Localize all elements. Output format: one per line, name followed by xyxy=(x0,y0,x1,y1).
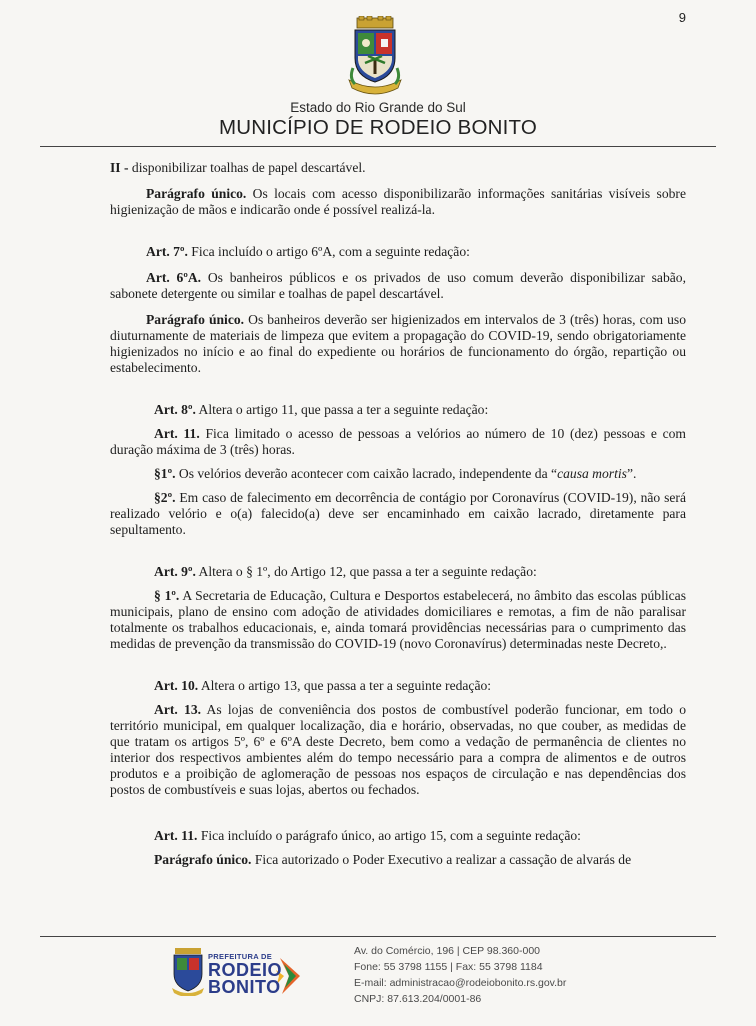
logo-bonito-text: BONITO xyxy=(208,977,281,997)
footer-phone: Fone: 55 3798 1155 | Fax: 55 3798 1184 xyxy=(354,961,543,973)
section-2-falecimento: §2º. Em caso de falecimento em decorrência de contágio por Coronavírus (COVID-19), não será realizado velório e o(a) falecido(a) deve ser encaminhado em caixão lacrado, diretamente para sepultamento. xyxy=(110,490,686,537)
footer-contact xyxy=(354,943,614,1007)
logo-rodeio-text: RODEIO xyxy=(208,960,283,980)
footer-rule xyxy=(40,936,716,937)
section-1-velorios: §1º. Os velórios deverão acontecer com caixão lacrado, independente da “causa mortis”. xyxy=(154,466,637,481)
page-number: 9 xyxy=(678,10,686,25)
paragraph-item-ii: II - disponibilizar toalhas de papel descartável. xyxy=(110,160,366,175)
section-1-educacao: § 1º. A Secretaria de Educação, Cultura e Desportos estabelecerá, no âmbito das escolas públicas municipais, plano de ensino com adoção de atividades domiciliares e remotas, a fim de não paralisar totalmente os trabalhos educacionais, e, ainda tomará providências necessárias para o cumprimento das medidas de prevenção da transmissão do COVID-19 (novo Coronavírus) determinadas neste Decreto,. xyxy=(110,588,686,651)
footer-logo xyxy=(172,946,306,996)
state-name: Estado do Rio Grande do Sul xyxy=(290,100,466,115)
document-body xyxy=(110,150,686,868)
paragraph-sole-banheiros: Parágrafo único. Os banheiros deverão ser higienizados em intervalos de 3 (três) horas, com uso diuturnamente de materiais de limpeza que evitem a propagação do COVID-19, sendo obrigatoriamente higienizados no início e ao final do expediente ou horários de funcionamento do órgão, repartição ou estabelecimento. xyxy=(110,312,686,375)
paragraph-sole-locais: Parágrafo único. Os locais com acesso disponibilizarão informações sanitárias visíveis sobre higienização de mãos e indicarão onde é possível realizá-la. xyxy=(110,186,686,217)
paragraph-sole-alvaras: Parágrafo único. Fica autorizado o Poder Executivo a realizar a cassação de alvarás de xyxy=(154,852,632,867)
footer-email: E-mail: administracao@rodeiobonito.rs.gov.br xyxy=(354,977,567,989)
header-rule xyxy=(40,146,716,147)
article-8: Art. 8º. Altera o artigo 11, que passa a ter a seguinte redação: xyxy=(154,402,489,417)
article-6a: Art. 6ºA. Os banheiros públicos e os privados de uso comum deverão disponibilizar sabão, sabonete detergente ou similar e toalhas de papel descartável. xyxy=(110,270,686,301)
article-11-paragrafo: Art. 11. Fica incluído o parágrafo único, ao artigo 15, com a seguinte redação: xyxy=(154,828,581,843)
article-11-velorios: Art. 11. Fica limitado o acesso de pessoas a velórios ao número de 10 (dez) pessoas e com duração máxima de 3 (três) horas. xyxy=(110,426,686,457)
footer-cnpj: CNPJ: 87.613.204/0001-86 xyxy=(354,993,482,1005)
logo-prefeitura-text: PREFEITURA DE xyxy=(208,952,273,961)
article-9: Art. 9º. Altera o § 1º, do Artigo 12, que passa a ter a seguinte redação: xyxy=(154,564,537,579)
footer-address: Av. do Comércio, 196 | CEP 98.360-000 xyxy=(354,945,541,957)
article-13-lojas: Art. 13. As lojas de conveniência dos postos de combustível poderão funcionar, em todo o território municipal, em qualquer localização, dia e horário, observadas, no que couber, as medidas de que tratam os artigos 5º, 6º e 6ºA deste Decreto, bem como a vedação de permanência de clientes no interior dos respectivos ambientes além do tempo necessário para a compra de alimentos e de outros produtos e a proibição de aglomeração de pessoas nos espaços de circulação e nas dependências dos postos de combustíveis e suas lojas, abertos ou fechados. xyxy=(110,702,686,797)
article-10: Art. 10. Altera o artigo 13, que passa a ter a seguinte redação: xyxy=(154,678,492,693)
municipality-title: MUNICÍPIO DE RODEIO BONITO xyxy=(218,116,538,139)
article-7: Art. 7º. Fica incluído o artigo 6ºA, com a seguinte redação: xyxy=(146,244,470,259)
municipal-crest xyxy=(343,16,407,96)
